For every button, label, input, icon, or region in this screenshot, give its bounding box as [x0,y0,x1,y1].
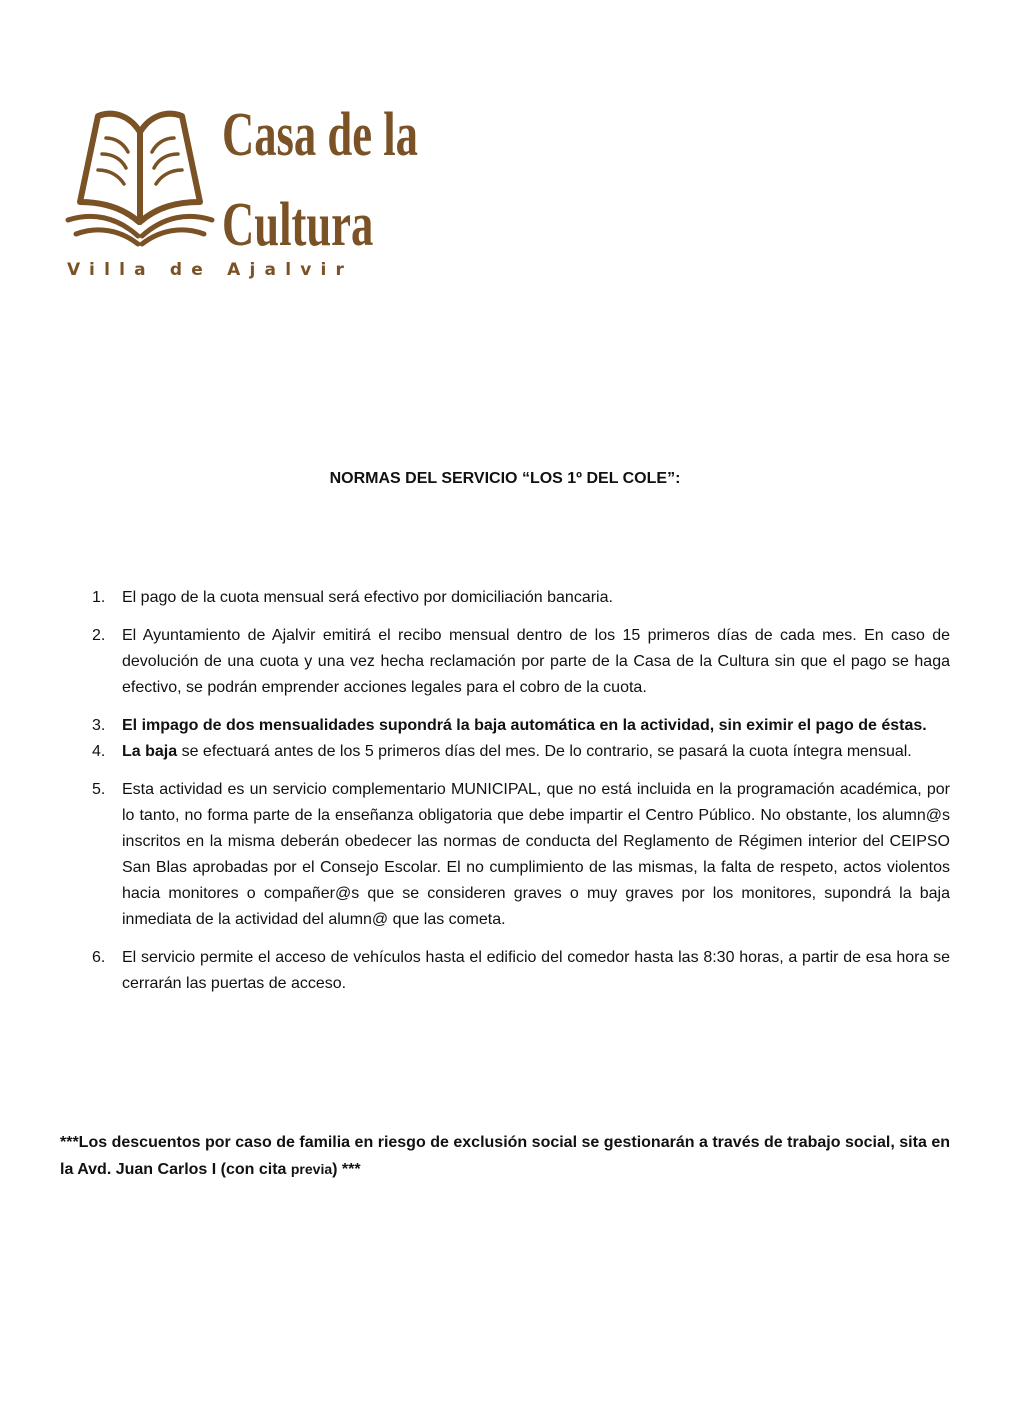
rules-list [60,585,950,1009]
rule-number: 4. [92,743,106,760]
rule-number: 3. [92,717,106,734]
rule-text: El Ayuntamiento de Ajalvir emitirá el recibo mensual dentro de los 15 primeros días de cada mes. En caso de devolución de una cuota y una vez hecha reclamación por parte de la Casa de la Cultura sin que el pago se haga efectivo, se podrán emprender acciones legales para el cobro de la cuota. [122,627,950,696]
rule-number: 2. [92,627,106,644]
rule-number: 1. [92,589,106,606]
open-book-icon [62,102,217,252]
rule-item-2 [60,623,950,701]
footnote-end: ) *** [332,1161,361,1178]
rule-item-4 [60,739,950,765]
rule-item-3 [60,713,950,739]
rule-bold-lead: La baja [122,743,178,760]
rule-item-5 [60,777,950,933]
rule-text: El servicio permite el acceso de vehículos hasta el edificio del comedor hasta las 8:30 horas, a partir de esa hora se cerrarán las puertas de acceso. [122,949,950,992]
footnote-small: previa [290,1161,333,1177]
rule-text: se efectuará antes de los 5 primeros días del mes. De lo contrario, se pasará la cuota íntegra mensual. [177,743,912,760]
rule-text: Esta actividad es un servicio complementario MUNICIPAL, que no está incluida en la programación académica, por lo tanto, no forma parte de la enseñanza obligatoria que debe impartir el Centro Público. No obstante, los alumn@s inscritos en la misma deberán obedecer las normas de conducta del Reglamento de Régimen interior del CEIPSO San Blas aprobadas por el Consejo Escolar. El no cumplimiento de las mismas, la falta de respeto, actos violentos hacia monitores o compañer@s que se consideren graves o muy graves por los monitores, supondrá la baja inmediata de la actividad del alumn@ que las cometa. [122,781,950,928]
rule-number: 6. [92,949,106,966]
logo-subtitle: Villa de Ajalvir [67,260,354,280]
footnote-main: ***Los descuentos por caso de familia en riesgo de exclusión social se gestionarán a través de trabajo social, sita en la Avd. Juan Carlos I (con cita [60,1134,950,1178]
rule-number: 5. [92,781,106,798]
rule-item-1 [60,585,950,611]
casa-cultura-logo [62,98,442,288]
footnote [60,1130,950,1183]
logo-title-line2: Cultura [222,191,374,259]
rule-item-6 [60,945,950,997]
rule-text: El impago de dos mensualidades supondrá la baja automática en la actividad, sin eximir el pago de éstas. [122,717,927,734]
rule-text: El pago de la cuota mensual será efectivo por domiciliación bancaria. [122,589,613,606]
document-title: NORMAS DEL SERVICIO “LOS 1º DEL COLE”: [329,470,681,487]
logo-title-line1: Casa de la [222,101,418,169]
